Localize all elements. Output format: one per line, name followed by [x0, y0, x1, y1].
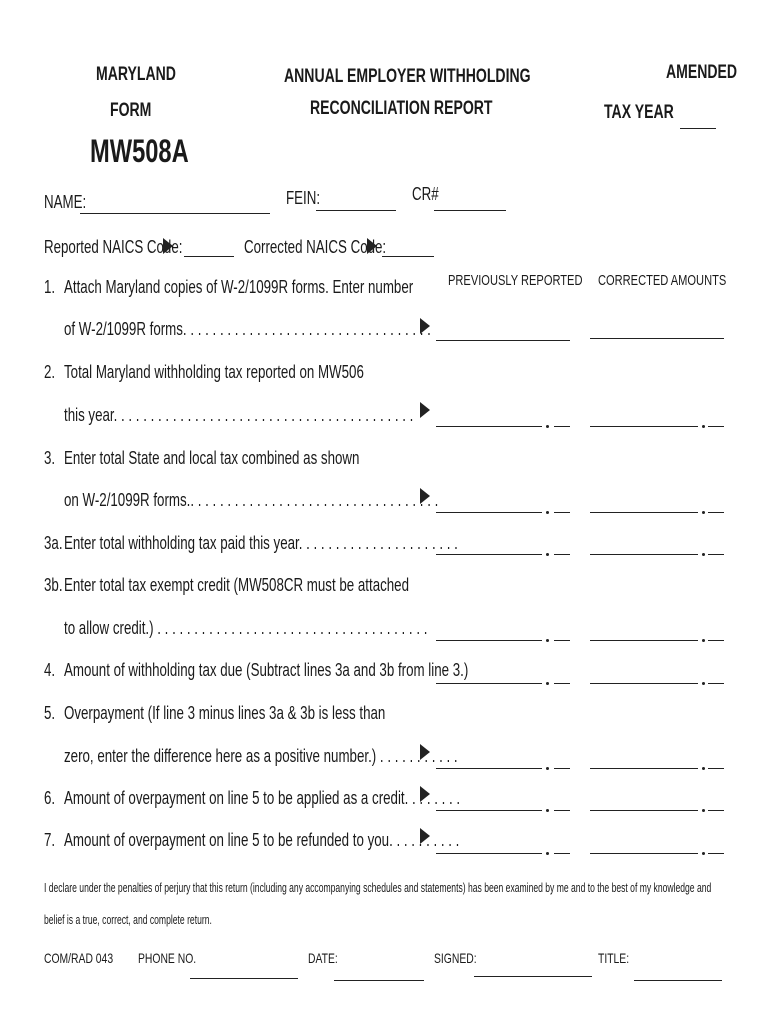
line-3b-corrected-field[interactable]	[590, 640, 698, 641]
line-7-text: Amount of overpayment on line 5 to be refunded to you. . . . . . . . . .	[64, 830, 460, 850]
line-3b-text: Enter total tax exempt credit (MW508CR must be attached	[64, 575, 409, 595]
signed-label: SIGNED:	[434, 950, 477, 966]
title-field[interactable]	[634, 980, 722, 981]
declaration-line-2: belief is a true, correct, and complete return.	[44, 912, 212, 927]
line-3-previous-cents[interactable]	[554, 512, 570, 513]
corrected-naics-label: Corrected NAICS Code:	[244, 237, 387, 257]
line-3-number: 3.	[44, 448, 56, 468]
phone-field[interactable]	[190, 978, 298, 979]
line-1-text: Attach Maryland copies of W-2/1099R forms. Enter number	[64, 277, 414, 297]
decimal-point	[702, 682, 705, 685]
line-2-text-cont: this year. . . . . . . . . . . . . . . . . . . . . . . . . . . . . . . . . . . . . . . . .	[64, 405, 414, 425]
line-4-corrected-cents[interactable]	[708, 683, 724, 684]
line-4-text: Amount of withholding tax due (Subtract lines 3a and 3b from line 3.)	[64, 660, 469, 680]
line-6-text: Amount of overpayment on line 5 to be applied as a credit. . . . . . . .	[64, 788, 461, 808]
name-label: NAME:	[44, 192, 87, 212]
line-3a-corrected-cents[interactable]	[708, 554, 724, 555]
line-1-number: 1.	[44, 277, 56, 297]
arrow-icon	[420, 744, 430, 760]
decimal-point	[546, 639, 549, 642]
decimal-point	[546, 682, 549, 685]
arrow-icon	[420, 402, 430, 418]
fein-field[interactable]	[316, 210, 396, 211]
previously-reported-header: PREVIOUSLY REPORTED	[448, 272, 583, 289]
arrow-icon	[420, 318, 430, 334]
reported-naics-field[interactable]	[184, 256, 234, 257]
line-3b-previous-field[interactable]	[436, 640, 542, 641]
line-5-corrected-cents[interactable]	[708, 768, 724, 769]
arrow-icon	[163, 238, 173, 254]
line-6-corrected-cents[interactable]	[708, 810, 724, 811]
line-3-previous-field[interactable]	[436, 512, 542, 513]
line-1-corrected-field[interactable]	[590, 338, 724, 339]
corrected-amounts-header: CORRECTED AMOUNTS	[598, 272, 727, 289]
date-label: DATE:	[308, 950, 338, 966]
line-3-text: Enter total State and local tax combined as shown	[64, 448, 360, 468]
title-line-1: ANNUAL EMPLOYER WITHHOLDING	[284, 66, 531, 87]
decimal-point	[546, 425, 549, 428]
title-line-2: RECONCILIATION REPORT	[310, 98, 493, 119]
form-word: FORM	[110, 100, 152, 121]
line-5-text-cont: zero, enter the difference here as a positive number.) . . . . . . . . . . .	[64, 746, 458, 766]
line-3a-previous-cents[interactable]	[554, 554, 570, 555]
line-4-corrected-field[interactable]	[590, 683, 698, 684]
line-6-number: 6.	[44, 788, 56, 808]
cr-field[interactable]	[434, 210, 506, 211]
date-field[interactable]	[334, 980, 424, 981]
line-3b-text-cont: to allow credit.) . . . . . . . . . . . . . . . . . . . . . . . . . . . . . . . . . . . . .	[64, 618, 428, 638]
form-number: MW508A	[90, 133, 189, 169]
arrow-icon	[420, 828, 430, 844]
line-7-number: 7.	[44, 830, 56, 850]
line-7-corrected-field[interactable]	[590, 853, 698, 854]
decimal-point	[702, 852, 705, 855]
arrow-icon	[367, 238, 377, 254]
line-7-corrected-cents[interactable]	[708, 853, 724, 854]
line-6-previous-cents[interactable]	[554, 810, 570, 811]
line-6-previous-field[interactable]	[436, 810, 542, 811]
decimal-point	[702, 511, 705, 514]
line-3-corrected-field[interactable]	[590, 512, 698, 513]
line-3a-previous-field[interactable]	[436, 554, 542, 555]
arrow-icon	[420, 786, 430, 802]
arrow-icon	[420, 488, 430, 504]
corrected-naics-field[interactable]	[382, 256, 434, 257]
decimal-point	[702, 809, 705, 812]
line-3b-corrected-cents[interactable]	[708, 640, 724, 641]
line-5-number: 5.	[44, 703, 56, 723]
tax-year-label: TAX YEAR	[604, 102, 674, 123]
line-2-corrected-field[interactable]	[590, 426, 698, 427]
line-4-previous-field[interactable]	[436, 683, 542, 684]
title-label: TITLE:	[598, 950, 630, 966]
line-1-text-cont: of W-2/1099R forms. . . . . . . . . . . . . . . . . . . . . . . . . . . . . . . . . .	[64, 319, 431, 339]
line-2-corrected-cents[interactable]	[708, 426, 724, 427]
state-name: MARYLAND	[96, 64, 176, 85]
decimal-point	[546, 809, 549, 812]
line-6-corrected-field[interactable]	[590, 810, 698, 811]
line-5-corrected-field[interactable]	[590, 768, 698, 769]
form-code: COM/RAD 043	[44, 950, 114, 966]
decimal-point	[546, 511, 549, 514]
line-4-number: 4.	[44, 660, 56, 680]
line-4-previous-cents[interactable]	[554, 683, 570, 684]
line-3b-number: 3b.	[44, 575, 63, 595]
line-2-previous-cents[interactable]	[554, 426, 570, 427]
line-3b-previous-cents[interactable]	[554, 640, 570, 641]
tax-year-field[interactable]	[680, 128, 716, 129]
line-5-previous-cents[interactable]	[554, 768, 570, 769]
decimal-point	[546, 852, 549, 855]
signature-field[interactable]	[474, 976, 592, 977]
line-1-previous-field[interactable]	[436, 340, 570, 341]
decimal-point	[702, 767, 705, 770]
decimal-point	[702, 425, 705, 428]
line-3a-text: Enter total withholding tax paid this year. . . . . . . . . . . . . . . . . . . . . .	[64, 533, 458, 553]
line-2-number: 2.	[44, 362, 56, 382]
line-3-corrected-cents[interactable]	[708, 512, 724, 513]
line-2-previous-field[interactable]	[436, 426, 542, 427]
line-2-text: Total Maryland withholding tax reported on MW506	[64, 362, 364, 382]
line-3a-corrected-field[interactable]	[590, 554, 698, 555]
line-3-text-cont: on W-2/1099R forms.. . . . . . . . . . . . . . . . . . . . . . . . . . . . . . . . . .	[64, 490, 439, 510]
phone-label: PHONE NO.	[138, 950, 197, 966]
line-7-previous-field[interactable]	[436, 853, 542, 854]
fein-label: FEIN:	[286, 188, 321, 208]
line-5-previous-field[interactable]	[436, 768, 542, 769]
decimal-point	[546, 553, 549, 556]
line-7-previous-cents[interactable]	[554, 853, 570, 854]
cr-label: CR#	[412, 184, 439, 204]
line-3a-number: 3a.	[44, 533, 63, 553]
decimal-point	[702, 639, 705, 642]
declaration-line-1: I declare under the penalties of perjury that this return (including any accompanying schedules and statements) has been examined by me and to the best of my knowledge and	[44, 880, 712, 895]
reported-naics-label: Reported NAICS Code:	[44, 237, 183, 257]
decimal-point	[702, 553, 705, 556]
decimal-point	[546, 767, 549, 770]
amended-label: AMENDED	[666, 62, 738, 83]
name-field[interactable]	[80, 213, 270, 214]
line-5-text: Overpayment (If line 3 minus lines 3a & 3b is less than	[64, 703, 386, 723]
